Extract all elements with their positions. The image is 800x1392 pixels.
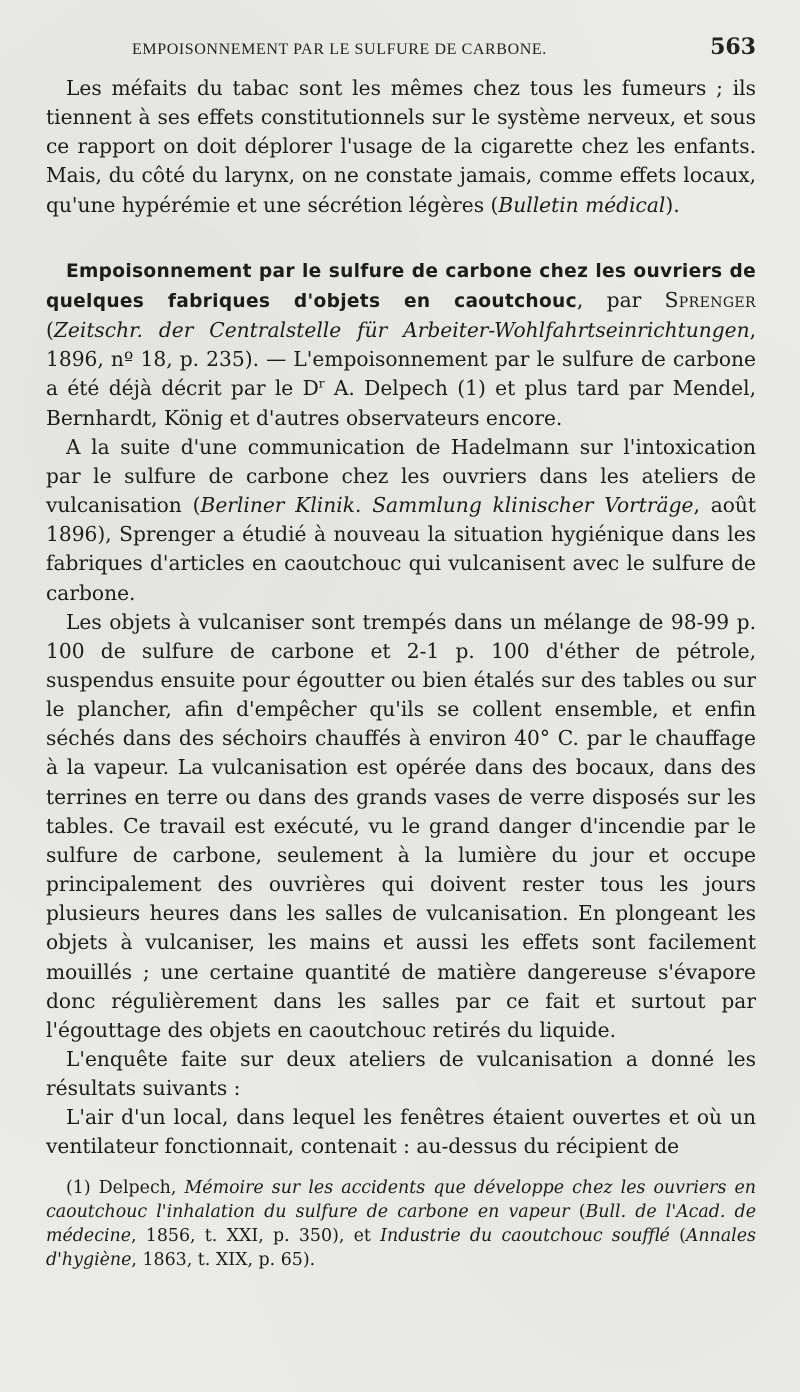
article-author: Sprenger <box>664 287 756 312</box>
article-by: , par <box>576 287 665 312</box>
body-text <box>46 74 756 1162</box>
section-gap <box>46 220 756 256</box>
footnote-1-a: (1) Delpech, <box>66 1177 185 1198</box>
footnote-1-d: ( <box>669 1226 686 1247</box>
paragraph-hadelmann-a: A la suite d'une communication de Hadelmann sur l'intoxication par le sulfure de carbone chez les ouvriers dans les ateliers de vulcanisation ( <box>46 434 756 518</box>
doctor-superscript: r <box>318 376 325 391</box>
paragraph-tabac <box>46 74 756 220</box>
running-title: EMPOISONNEMENT PAR LE SULFURE DE CARBONE. <box>132 41 547 58</box>
footnote-1-b: ( <box>569 1201 586 1222</box>
article-paragraph <box>46 256 756 433</box>
footnote-1-industrie: Industrie du caoutchouc soufflé <box>380 1226 670 1247</box>
footnotes <box>46 1176 756 1273</box>
footnote-1-annales: Annales d'hygiène <box>46 1226 756 1271</box>
footnote-1-title: Mémoire sur les accidents que développe chez les ouvriers en caoutchouc l'inhalation du sulfure de carbone en vapeur <box>46 1177 756 1222</box>
paragraph-hadelmann <box>46 433 756 608</box>
paragraph-tabac-tail: ). <box>665 192 680 217</box>
footnote-1 <box>46 1176 756 1273</box>
article-citation: , 1896, nº 18, p. 235). — L'empoisonnement par le sulfure de carbone a été déjà décrit par le D <box>46 318 756 401</box>
page-number: 563 <box>710 34 756 60</box>
footnote-1-e: , 1863, t. XIX, p. 65). <box>131 1250 316 1271</box>
article-open: ( <box>46 318 54 343</box>
footnote-1-c: , 1856, t. XXI, p. 350), et <box>131 1226 381 1247</box>
article-rest: A. Delpech (1) et plus tard par Mendel, Bernhardt, König et d'autres observateurs encore. <box>46 376 756 430</box>
paragraph-vulcanisation: Les objets à vulcaniser sont trempés dans un mélange de 98-99 p. 100 de sulfure de carbone et 2-1 p. 100 d'éther de pétrole, suspendus ensuite pour égoutter ou bien étalés sur des tables ou sur le plancher, afin d'empêcher qu'ils se collent ensemble, et enfin séchés dans des séchoirs chauffés à environ 40° C. par le chauffage à la vapeur. La vulcanisation est opérée dans des bocaux, dans des terrines en terre ou dans des grands vases de verre disposés sur les tables. Ce travail est exécuté, vu le grand danger d'incendie par le sulfure de carbone, seulement à la lumière du jour et occupe principalement des ouvrières qui doivent rester tous les jours plusieurs heures dans les salles de vulcanisation. En plongeant les objets à vulcaniser, les mains et aussi les effets sont facilement mouillés ; une certaine quantité de matière dangereuse s'évapore donc régulièrement dans les salles par ce fait et surtout par l'égouttage des objets en caoutchouc retirés du liquide. <box>46 609 756 1042</box>
source-bulletin-medical: Bulletin médical <box>498 192 666 217</box>
paragraph-enquete: L'enquête faite sur deux ateliers de vulcanisation a donné les résultats suivants : <box>46 1047 756 1101</box>
running-head <box>46 34 756 66</box>
paragraph-tabac-text: Les méfaits du tabac sont les mêmes chez tous les fumeurs ; ils tiennent à ses effets constitutionnels sur le système nerveux, et sous ce rapport on doit déplorer l'usage de la cigarette chez les enfants. Mais, du côté du larynx, on ne constate jamais, comme effets locaux, qu'une hypérémie et une sécrétion légères ( <box>46 76 756 217</box>
footnote-1-journal: Bull. de l'Acad. de médecine <box>46 1201 756 1247</box>
paragraph-hadelmann-b: , août 1896), Sprenger a étudié à nouveau la situation hygiénique dans les fabriques d'articles en caoutchouc qui vulcanisent avec le sulfure de carbone. <box>46 493 757 605</box>
paragraph-air-local: L'air d'un local, dans lequel les fenêtres étaient ouvertes et où un ventilateur fonctionnait, contenait : au-dessus du récipient de <box>46 1105 756 1159</box>
reference-berliner-klinik: Berliner Klinik. Sammlung klinischer Vorträge <box>200 493 694 518</box>
article-title: Empoisonnement par le sulfure de carbone chez les ouvriers de quelques fabriques d'objets en caoutchouc <box>46 260 756 312</box>
article-journal: Zeitschr. der Centralstelle für Arbeiter-Wohlfahrtseinrichtungen <box>53 318 750 343</box>
